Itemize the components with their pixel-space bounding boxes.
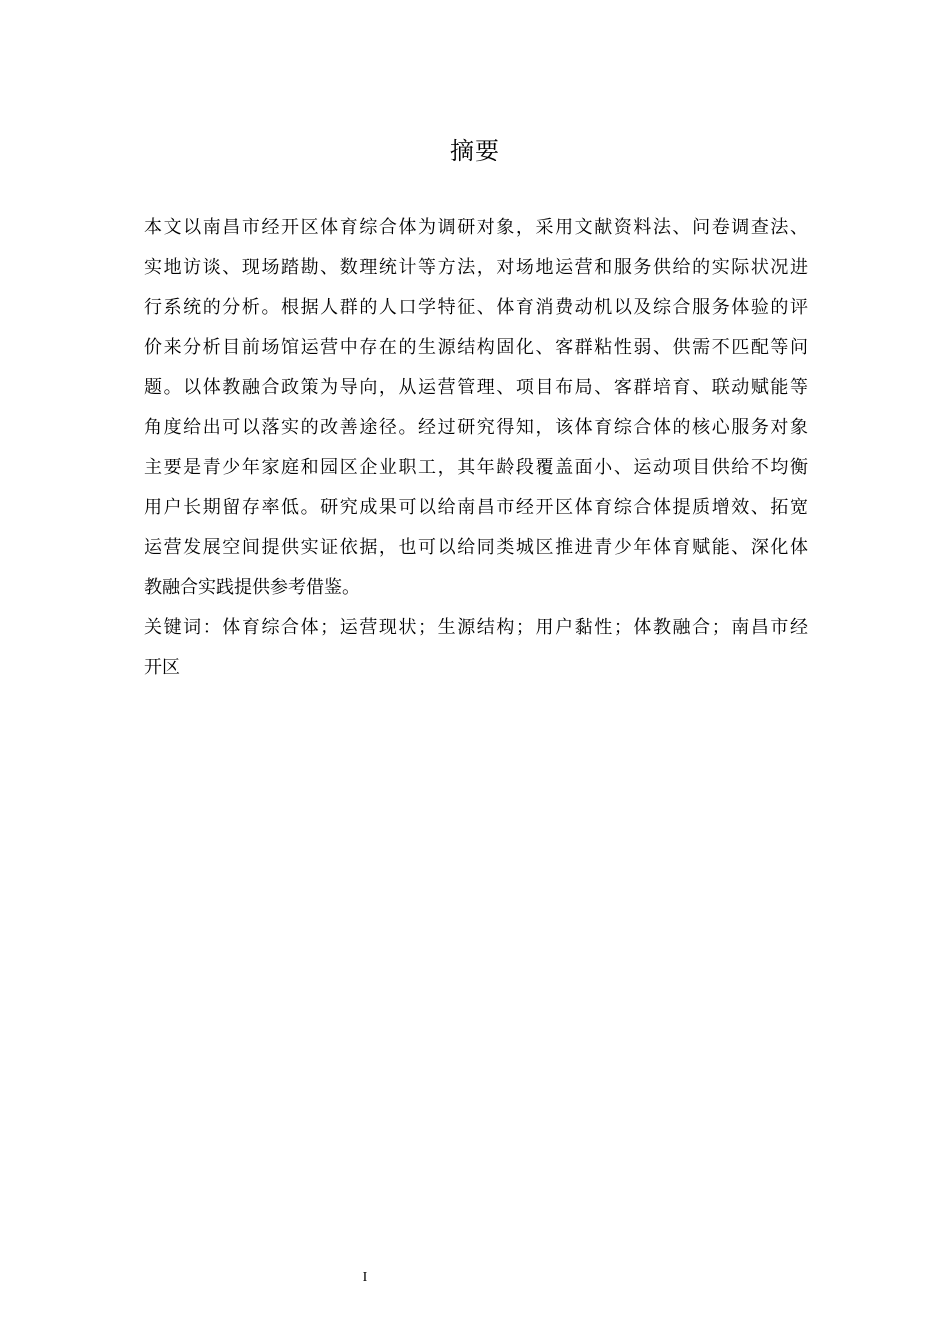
abstract-line: 本文以南昌市经开区体育综合体为调研对象，采用文献资料法、问卷调查法、 (144, 217, 808, 238)
abstract-line: 运营发展空间提供实证依据，也可以给同类城区推进青少年体育赋能、深化体 (144, 537, 808, 558)
page-number: I (362, 1270, 368, 1285)
abstract-line: 行系统的分析。根据人群的人口学特征、体育消费动机以及综合服务体验的评 (144, 297, 808, 318)
abstract-line: 主要是青少年家庭和园区企业职工，其年龄段覆盖面小、运动项目供给不均衡 (144, 457, 808, 478)
abstract-line: 价来分析目前场馆运营中存在的生源结构固化、客群粘性弱、供需不匹配等问 (144, 337, 808, 358)
abstract-title: 摘要 (450, 137, 500, 165)
abstract-line: 实地访谈、现场踏勘、数理统计等方法，对场地运营和服务供给的实际状况进 (144, 257, 808, 278)
abstract-line: 题。以体教融合政策为导向，从运营管理、项目布局、客群培育、联动赋能等 (144, 377, 808, 398)
abstract-line: 用户长期留存率低。研究成果可以给南昌市经开区体育综合体提质增效、拓宽 (144, 497, 808, 518)
keywords-line: 开区 (144, 657, 180, 678)
abstract-line: 教融合实践提供参考借鉴。 (144, 577, 360, 598)
abstract-body (144, 208, 808, 688)
abstract-line: 角度给出可以落实的改善途径。经过研究得知，该体育综合体的核心服务对象 (144, 417, 808, 438)
keywords-line: 关键词：体育综合体；运营现状；生源结构；用户黏性；体教融合；南昌市经 (144, 617, 808, 638)
